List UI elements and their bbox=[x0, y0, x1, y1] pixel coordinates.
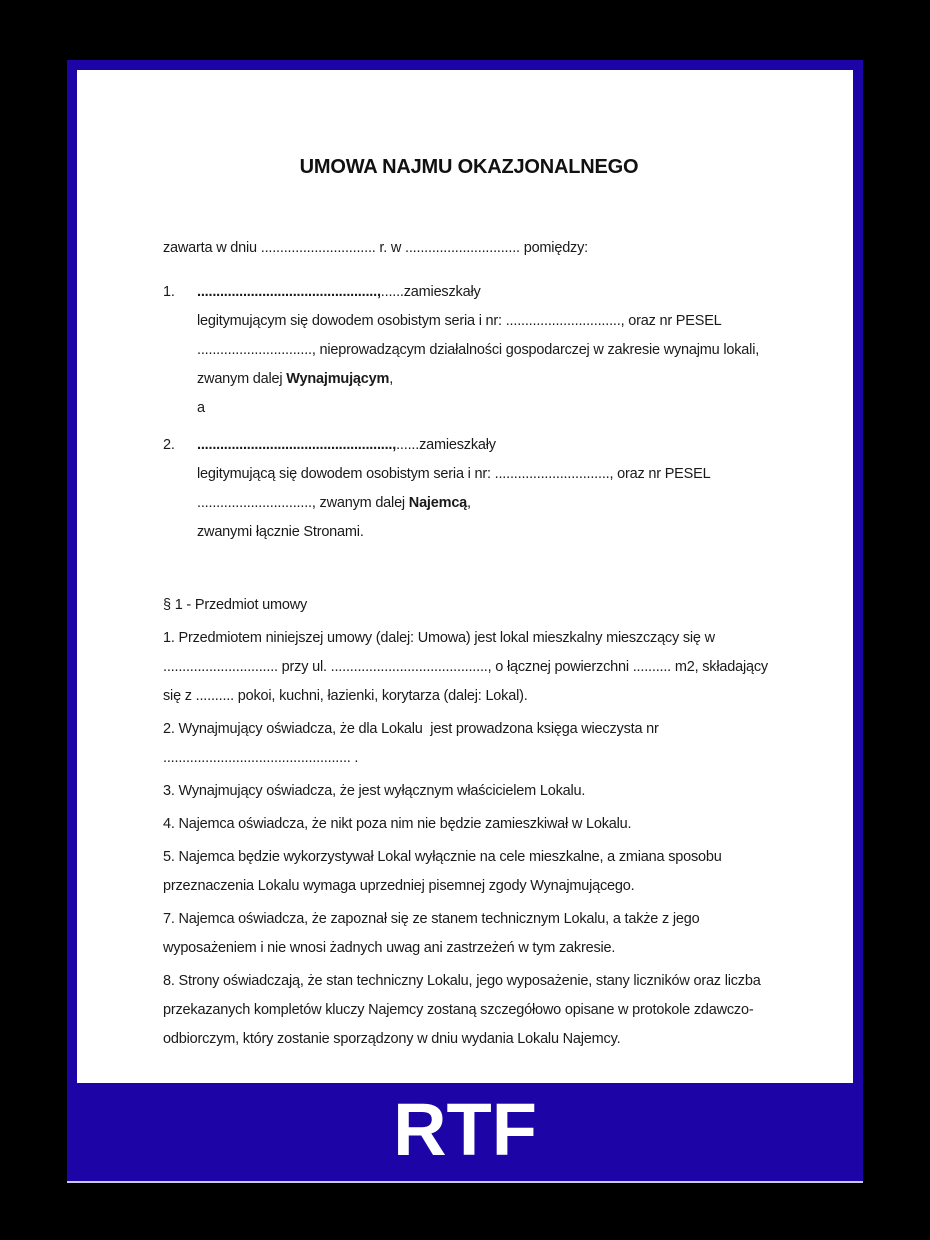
party-connector: a bbox=[197, 400, 205, 416]
document-page bbox=[77, 70, 853, 1083]
party-details-text: legitymującym się dowodem osobistym seria i nr: .............................., oraz nr PESEL .............................., nieprowadzącym działalności gospodarczej w zakresie wynajmu lokali, zwanym dalej bbox=[197, 313, 763, 387]
party-details-tail: , bbox=[467, 495, 471, 511]
contract-paragraph-8: 8. Strony oświadczają, że stan techniczny Lokalu, jego wyposażenie, stany liczników oraz liczba przekazanych kompletów kluczy Najemcy zostaną szczegółowo opisane w protokole zdawczo-odbiorczym, który zostanie sporządzony w dniu wydania Lokalu Najemcy. bbox=[163, 973, 765, 1047]
party-body bbox=[197, 278, 775, 423]
party-details bbox=[197, 460, 775, 518]
section-1-heading: § 1 - Przedmiot umowy bbox=[163, 597, 308, 613]
intro-paragraph: zawarta w dniu .............................. r. w .............................. pomiędzy: bbox=[163, 240, 588, 256]
party-role-term: Najemcą bbox=[408, 495, 468, 511]
contract-paragraph-1: 1. Przedmiotem niniejszej umowy (dalej: Umowa) jest lokal mieszkalny mieszczący się w .............................. przy ul. ........................................., o łącznej powierzchni .......... m2, składający się z .......... pokoi, kuchni, łazienki, korytarza (dalej: Lokal). bbox=[163, 630, 772, 704]
party-details-text: legitymującą się dowodem osobistym seria i nr: .............................., oraz nr PESEL .............................., zwanym dalej bbox=[197, 466, 714, 511]
contract-title: UMOWA NAJMU OKAZJONALNEGO bbox=[299, 156, 639, 178]
party-number: 1. bbox=[163, 284, 175, 300]
contract-paragraph-4: 4. Najemca oświadcza, że nikt poza nim nie będzie zamieszkiwał w Lokalu. bbox=[163, 816, 632, 832]
contract-paragraph-7: 7. Najemca oświadcza, że zapoznał się ze stanem technicznym Lokalu, a także z jego wyposażeniem i nie wnosi żadnych uwag ani zastrzeżeń w tym zakresie. bbox=[163, 911, 704, 956]
party-name-tail: ......zamieszkały bbox=[380, 284, 481, 300]
document-content bbox=[77, 70, 853, 1054]
party-name-blank: ..................................................., bbox=[197, 437, 397, 453]
party-details bbox=[197, 307, 775, 394]
party-name-line bbox=[197, 278, 775, 307]
parties-joint-clause: zwanymi łącznie Stronami. bbox=[197, 524, 364, 540]
party-details-tail: , bbox=[389, 371, 394, 387]
format-banner bbox=[67, 1083, 863, 1181]
format-label-rtf: RTF bbox=[393, 1088, 537, 1171]
party-role-term: Wynajmującym bbox=[286, 371, 390, 387]
party-name-blank: ..............................................., bbox=[197, 284, 381, 300]
party-name-tail: ......zamieszkały bbox=[396, 437, 496, 453]
contract-paragraph-3: 3. Wynajmujący oświadcza, że jest wyłącznym właścicielem Lokalu. bbox=[163, 783, 586, 799]
party-list bbox=[163, 278, 775, 547]
contract-paragraph-2: 2. Wynajmujący oświadcza, że dla Lokalu jest prowadzona księga wieczysta nr ................................................. . bbox=[163, 721, 663, 766]
party-item-landlord bbox=[163, 278, 775, 423]
document-frame bbox=[67, 60, 863, 1183]
contract-paragraph-5: 5. Najemca będzie wykorzystywał Lokal wyłącznie na cele mieszkalne, a zmiana sposobu przeznaczenia Lokalu wymaga uprzedniej pisemnej zgody Wynajmującego. bbox=[163, 849, 726, 894]
party-item-tenant bbox=[163, 431, 775, 547]
party-name-line bbox=[197, 431, 775, 460]
party-body bbox=[197, 431, 775, 547]
party-number: 2. bbox=[163, 437, 175, 453]
